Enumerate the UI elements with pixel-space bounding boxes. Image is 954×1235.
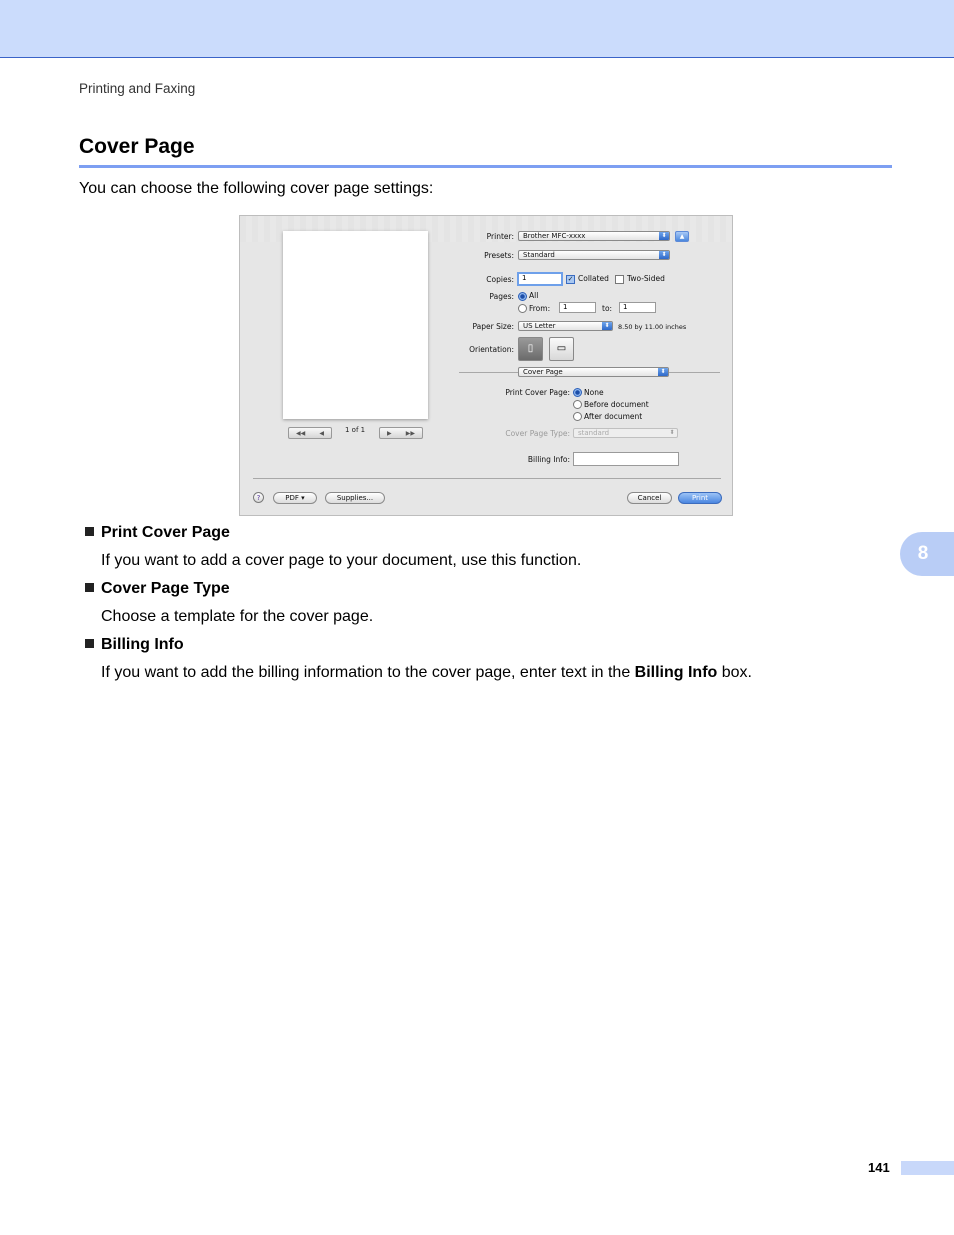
page-title: Cover Page (79, 135, 195, 158)
cover-after-radio[interactable] (573, 412, 582, 421)
paper-size-select[interactable] (518, 321, 613, 331)
chapter-tab: 8 (900, 532, 954, 576)
page-number: 141 (868, 1160, 890, 1175)
landscape-button[interactable] (549, 337, 574, 361)
billing-label: Billing Info: (527, 455, 570, 464)
footer-bar (901, 1161, 954, 1175)
pages-to-label: to: (602, 304, 613, 313)
collated-label: Collated (578, 274, 609, 283)
printer-label: Printer: (486, 232, 514, 241)
item-heading-print-cover-page (85, 524, 230, 542)
item-text-cover-page-type: Choose a template for the cover page. (101, 608, 374, 625)
panel-separator-right (669, 372, 720, 373)
header-band (0, 0, 954, 58)
checkmark-icon: ✓ (567, 275, 574, 283)
bullet-square-icon (85, 639, 94, 648)
cancel-button[interactable]: Cancel (627, 492, 672, 504)
item-text-print-cover-page: If you want to add a cover page to your document, use this function. (101, 552, 582, 569)
portrait-button[interactable] (518, 337, 543, 361)
to-input[interactable]: 1 (619, 302, 656, 313)
cover-type-select[interactable] (573, 428, 678, 438)
panel-value: Cover Page (523, 368, 563, 376)
last-page-icon[interactable]: ▶▶ (405, 429, 415, 437)
cover-none-radio[interactable] (573, 388, 582, 397)
presets-label: Presets: (484, 251, 514, 260)
title-underline (79, 165, 892, 168)
item-text-part: box. (717, 664, 752, 681)
print-cover-label: Print Cover Page: (505, 388, 570, 397)
item-heading-billing-info (85, 636, 184, 654)
pages-label: Pages: (489, 292, 514, 301)
portrait-icon: ▯ (527, 343, 534, 354)
prev-page-buttons[interactable] (288, 427, 332, 439)
updown-icon: ⬍ (669, 429, 675, 436)
updown-icon: ⬍ (602, 322, 612, 330)
copies-label: Copies: (486, 275, 514, 284)
next-page-icon[interactable]: ▶ (387, 429, 392, 437)
landscape-icon: ▭ (556, 343, 567, 354)
paper-size-value: US Letter (523, 322, 556, 330)
supplies-button[interactable]: Supplies... (325, 492, 385, 504)
updown-icon: ⬍ (658, 368, 668, 376)
cover-before-radio[interactable] (573, 400, 582, 409)
breadcrumb: Printing and Faxing (79, 81, 196, 96)
printer-select[interactable] (518, 231, 670, 241)
next-page-buttons[interactable] (379, 427, 423, 439)
triangle-up-icon: ▲ (679, 233, 685, 240)
panel-separator-left (459, 372, 519, 373)
expand-collapse-button[interactable] (675, 231, 689, 242)
page-preview (283, 231, 428, 419)
printer-value: Brother MFC-xxxx (523, 232, 586, 240)
billing-input[interactable] (573, 452, 679, 466)
item-heading-cover-page-type (85, 580, 230, 598)
cover-type-value: standard (578, 429, 610, 437)
cover-type-label: Cover Page Type: (505, 429, 570, 438)
page-indicator: 1 of 1 (345, 426, 366, 434)
item-text-part: If you want to add the billing information to the cover page, enter text in the (101, 664, 635, 681)
item-heading-text: Print Cover Page (101, 524, 230, 541)
orientation-label: Orientation: (469, 345, 514, 354)
intro-text: You can choose the following cover page settings: (79, 180, 434, 197)
item-heading-text: Billing Info (101, 636, 184, 653)
pages-all-radio[interactable] (518, 292, 527, 301)
presets-select[interactable] (518, 250, 670, 260)
paper-size-dims: 8.50 by 11.00 inches (618, 323, 687, 331)
copies-input[interactable]: 1 (517, 272, 563, 286)
print-button[interactable]: Print (678, 492, 722, 504)
updown-icon: ⬍ (659, 232, 669, 240)
button-separator (253, 478, 721, 479)
two-sided-label: Two-Sided (627, 274, 665, 283)
item-text-billing-info (101, 664, 752, 682)
updown-icon: ⬍ (659, 251, 669, 259)
item-heading-text: Cover Page Type (101, 580, 230, 597)
bullet-square-icon (85, 527, 94, 536)
first-page-icon[interactable]: ◀◀ (296, 429, 306, 437)
bullet-square-icon (85, 583, 94, 592)
pages-from-radio[interactable] (518, 304, 527, 313)
cover-before-label: Before document (584, 400, 649, 409)
pdf-button[interactable]: PDF ▾ (273, 492, 317, 504)
item-text-bold: Billing Info (634, 664, 718, 681)
cover-none-label: None (584, 388, 604, 397)
print-dialog (239, 215, 733, 516)
pages-all-label: All (529, 291, 539, 300)
prev-page-icon[interactable]: ◀ (319, 429, 324, 437)
presets-value: Standard (523, 251, 555, 259)
from-input[interactable]: 1 (559, 302, 596, 313)
cover-after-label: After document (584, 412, 643, 421)
paper-size-label: Paper Size: (472, 322, 514, 331)
two-sided-checkbox[interactable] (615, 275, 624, 284)
help-button[interactable]: ? (253, 492, 264, 503)
panel-select[interactable] (518, 367, 669, 377)
collated-checkbox[interactable] (566, 275, 575, 284)
pages-from-label: From: (529, 304, 551, 313)
